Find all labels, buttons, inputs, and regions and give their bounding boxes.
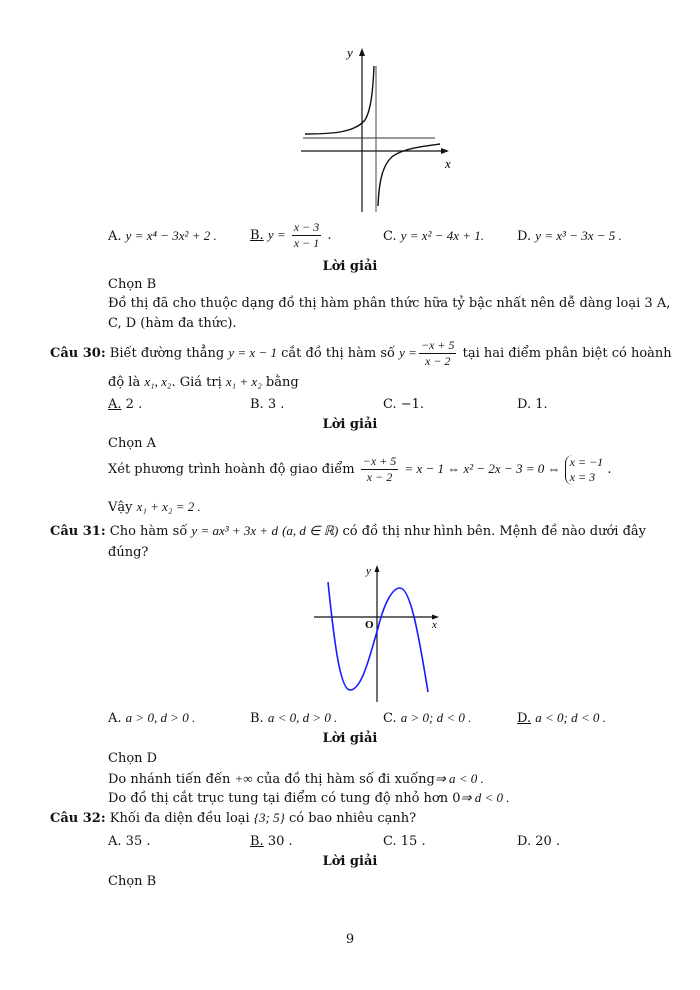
q29-graph: [295, 40, 465, 218]
q31-reason-2: Do đồ thị cắt trục tung tại điểm có tung độ nhỏ hơn 0⇒ d < 0 .: [108, 790, 510, 806]
q30-option-c: C. −1.: [383, 397, 425, 412]
q31-option-a: A. a > 0, d > 0 .: [108, 710, 196, 726]
q31-solution-heading: Lời giải: [322, 731, 378, 746]
q29-x-label: x: [445, 156, 451, 171]
q32-option-b: B. 30 .: [250, 834, 293, 849]
q31-stem-line-1: Câu 31: Cho hàm số y = ax³ + 3x + d (a, d ∈ ℝ) có đồ thị như hình bên. Mệnh đề nào dưới đây: [50, 523, 647, 539]
q32-stem: Câu 32: Khối đa diện đều loại {3; 5} có bao nhiêu cạnh?: [50, 810, 417, 826]
q29-option-c: C. y = x² − 4x + 1.: [383, 228, 485, 244]
q31-x-label: x: [432, 619, 437, 631]
q29-explanation-2: C, D (hàm đa thức).: [108, 316, 237, 331]
q31-stem-line-2: đúng?: [108, 545, 149, 560]
q29-explanation-1: Đồ thị đã cho thuộc dạng đồ thị hàm phân thức hữa tỷ bậc nhất nên dễ dàng loại 3 A,: [108, 296, 671, 311]
q30-conclusion: Vậy x₁ + x₂ = 2 .: [108, 499, 201, 515]
q29-solution-heading: Lời giải: [322, 259, 378, 274]
q29-option-d: D. y = x³ − 3x − 5 .: [517, 228, 622, 244]
q31-reason-1: Do nhánh tiến đến +∞ của đồ thị hàm số đi xuống⇒ a < 0 .: [108, 771, 484, 787]
q31-graph: [310, 560, 450, 706]
q30-option-d: D. 1.: [517, 397, 548, 412]
q30-work-system: x = −1 x = 3: [565, 455, 604, 485]
q32-option-c: C. 15 .: [383, 834, 426, 849]
q30-stem-line-2: độ là x₁, x₂. Giá trị x₁ + x₂ bằng: [108, 374, 299, 390]
q29-option-a: A. y = x⁴ − 3x² + 2 .: [108, 228, 217, 244]
q32-solution-heading: Lời giải: [322, 854, 378, 869]
q30-option-a: A. 2 .: [108, 397, 143, 412]
q30-option-b: B. 3 .: [250, 397, 285, 412]
q29-y-label: y: [347, 45, 353, 60]
q30-chosen: Chọn A: [108, 436, 157, 451]
q31-chosen: Chọn D: [108, 751, 158, 766]
q32-option-d: D. 20 .: [517, 834, 561, 849]
q29-option-b: B. y = $\frac{x - 3}{x - 1}$ .: [250, 220, 332, 250]
q31-option-c: C. a > 0; d < 0 .: [383, 710, 472, 726]
q30-work: Xét phương trình hoành độ giao điểm $\frac{-x + 5}{x - 2}$ = x − 1 ⇔ x² − 2x − 3 = 0 ⇔ x = −1 x = 3 .: [108, 454, 612, 484]
q29-chosen: Chọn B: [108, 277, 157, 292]
q30-work-fraction: $\frac{-x + 5}{x - 2}$: [362, 454, 397, 484]
q30-solution-heading: Lời giải: [322, 417, 378, 432]
q30-fraction: $\frac{-x + 5}{x - 2}$: [420, 338, 455, 368]
q31-option-d: D. a < 0; d < 0 .: [517, 710, 606, 726]
q32-label: Câu 32:: [50, 811, 106, 826]
q31-y-label: y: [366, 565, 371, 577]
q31-label: Câu 31:: [50, 524, 106, 539]
q30-label: Câu 30:: [50, 346, 106, 361]
q30-stem-line-1: Câu 30: Biết đường thẳng y = x − 1 cắt đồ thị hàm số y = $\frac{-x + 5}{x - 2}$ tại hai điểm phân biệt có hoành: [50, 338, 672, 368]
q31-origin-label: O: [365, 619, 374, 631]
q32-option-a: A. 35 .: [108, 834, 151, 849]
q32-chosen: Chọn B: [108, 874, 157, 889]
page-number: 9: [345, 932, 355, 947]
q31-option-b: B. a < 0, d > 0 .: [250, 710, 338, 726]
q29-option-b-fraction: $\frac{x - 3}{x - 1}$: [293, 220, 320, 250]
q31-cubic-curve: [328, 582, 428, 692]
